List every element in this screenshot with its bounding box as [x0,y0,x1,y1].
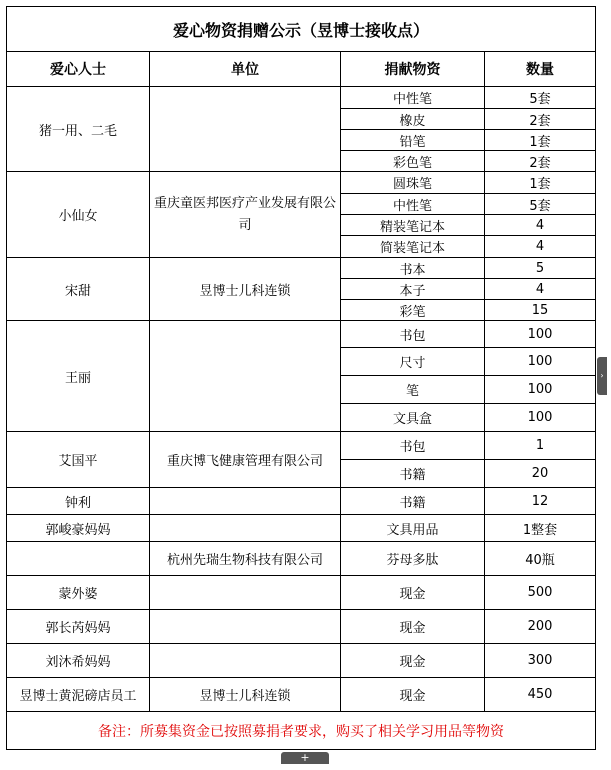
donor-cell: 宋甜 [7,258,150,321]
unit-cell [150,488,341,515]
footnote: 备注：所募集资金已按照募捐者要求，购买了相关学习用品等物资 [7,712,596,750]
donation-table [6,6,596,750]
qty-cell: 12 [485,488,596,515]
qty-cell: 100 [485,321,596,348]
qty-cell: 2套 [485,109,596,130]
donor-cell: 王丽 [7,321,150,432]
plus-icon: + [300,751,310,764]
page-title: 爱心物资捐赠公示（昱博士接收点） [7,7,596,52]
table-row [7,432,596,460]
chevron-right-icon: › [600,371,604,380]
unit-cell: 重庆博飞健康管理有限公司 [150,432,341,488]
unit-cell: 昱博士儿科连锁 [150,258,341,321]
table-row [7,610,596,644]
unit-cell [150,576,341,610]
qty-cell: 1整套 [485,515,596,542]
qty-cell: 4 [485,279,596,300]
donation-sheet [6,6,595,750]
qty-cell: 100 [485,348,596,376]
unit-cell: 重庆童医邦医疗产业发展有限公司 [150,172,341,258]
item-cell: 彩色笔 [341,151,485,172]
item-cell: 笔 [341,376,485,404]
qty-cell: 500 [485,576,596,610]
header-row [7,52,596,87]
donor-cell: 猪一用、二毛 [7,87,150,172]
item-cell: 书籍 [341,488,485,515]
table-row [7,678,596,712]
note-row [7,712,596,750]
table-row [7,488,596,515]
item-cell: 中性笔 [341,87,485,109]
qty-cell: 300 [485,644,596,678]
item-cell: 现金 [341,678,485,712]
header-item: 捐献物资 [341,52,485,87]
donor-cell: 昱博士黄泥磅店员工 [7,678,150,712]
item-cell: 书包 [341,432,485,460]
item-cell: 文具盒 [341,404,485,432]
item-cell: 简装笔记本 [341,236,485,258]
donor-cell: 刘沐希妈妈 [7,644,150,678]
qty-cell: 5套 [485,194,596,215]
item-cell: 芬母多肽 [341,542,485,576]
qty-cell: 40瓶 [485,542,596,576]
qty-cell: 100 [485,404,596,432]
unit-cell [150,321,341,432]
item-cell: 书本 [341,258,485,279]
qty-cell: 5 [485,258,596,279]
donor-cell: 郭长芮妈妈 [7,610,150,644]
unit-cell: 昱博士儿科连锁 [150,678,341,712]
item-cell: 现金 [341,576,485,610]
table-row [7,87,596,109]
unit-cell [150,87,341,172]
donor-cell: 小仙女 [7,172,150,258]
qty-cell: 4 [485,215,596,236]
donor-cell: 艾国平 [7,432,150,488]
qty-cell: 100 [485,376,596,404]
table-row [7,542,596,576]
bottom-expand-tab[interactable] [281,752,329,764]
donor-cell [7,542,150,576]
qty-cell: 15 [485,300,596,321]
unit-cell [150,515,341,542]
donor-cell: 钟利 [7,488,150,515]
item-cell: 圆珠笔 [341,172,485,194]
item-cell: 书包 [341,321,485,348]
header-donor: 爱心人士 [7,52,150,87]
qty-cell: 1套 [485,172,596,194]
item-cell: 精装笔记本 [341,215,485,236]
table-row [7,644,596,678]
header-qty: 数量 [485,52,596,87]
item-cell: 彩笔 [341,300,485,321]
header-unit: 单位 [150,52,341,87]
table-row [7,172,596,194]
side-expand-tab[interactable] [597,357,607,395]
qty-cell: 450 [485,678,596,712]
item-cell: 本子 [341,279,485,300]
item-cell: 铅笔 [341,130,485,151]
title-row [7,7,596,52]
donor-cell: 郭峻豪妈妈 [7,515,150,542]
item-cell: 现金 [341,644,485,678]
qty-cell: 2套 [485,151,596,172]
item-cell: 书籍 [341,460,485,488]
table-row [7,258,596,279]
unit-cell [150,644,341,678]
table-row [7,576,596,610]
table-row [7,321,596,348]
qty-cell: 4 [485,236,596,258]
unit-cell [150,610,341,644]
qty-cell: 5套 [485,87,596,109]
table-row [7,515,596,542]
item-cell: 尺寸 [341,348,485,376]
qty-cell: 20 [485,460,596,488]
item-cell: 中性笔 [341,194,485,215]
donor-cell: 蒙外婆 [7,576,150,610]
qty-cell: 1 [485,432,596,460]
qty-cell: 1套 [485,130,596,151]
item-cell: 橡皮 [341,109,485,130]
qty-cell: 200 [485,610,596,644]
item-cell: 现金 [341,610,485,644]
item-cell: 文具用品 [341,515,485,542]
unit-cell: 杭州先瑞生物科技有限公司 [150,542,341,576]
